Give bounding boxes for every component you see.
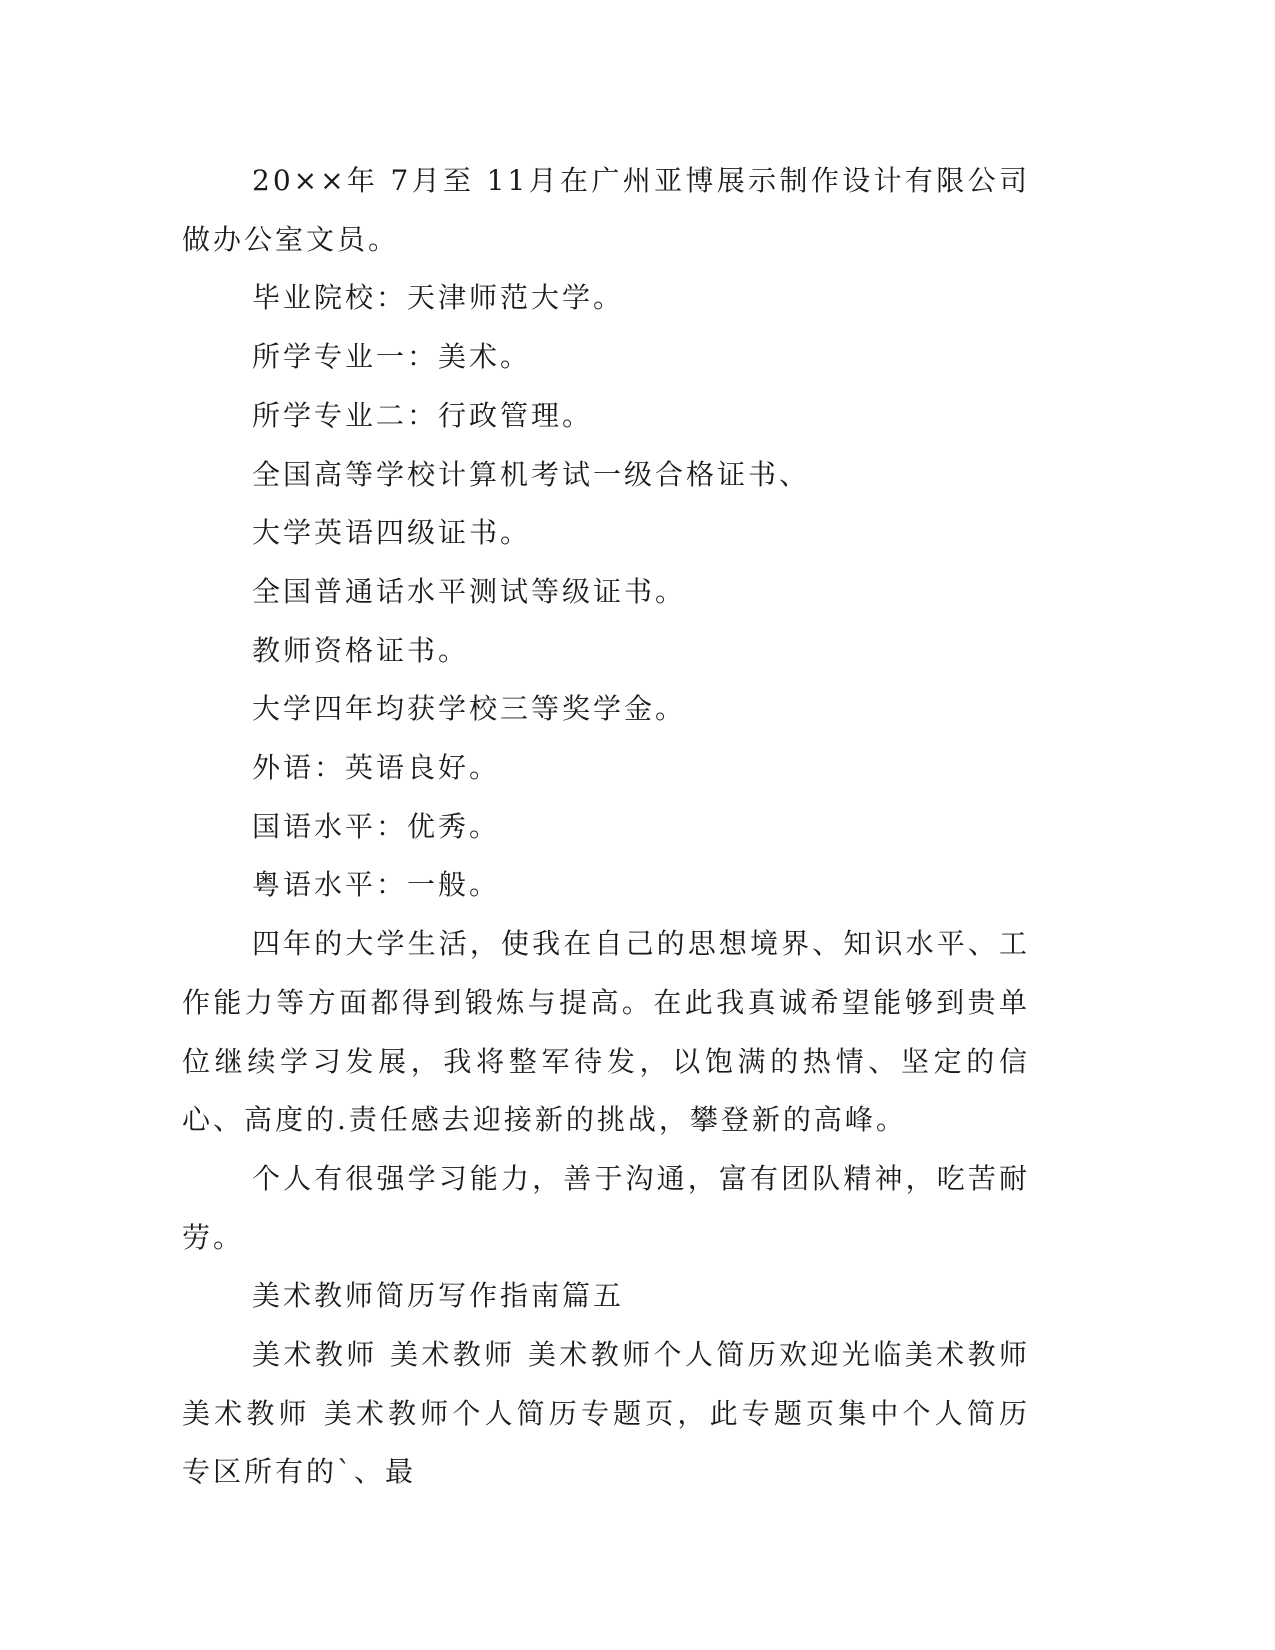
paragraph-work-experience: 20××年 7月至 11月在广州亚博展示制作设计有限公司做办公室文员。 [182, 164, 1030, 256]
paragraph-major-two: 所学专业二：行政管理。 [252, 398, 594, 432]
paragraph-self-evaluation: 四年的大学生活，使我在自己的思想境界、知识水平、工作能力等方面都得到锻炼与提高。在此我真诚希望能够到贵单位继续学习发展，我将整军待发，以饱满的热情、坚定的信心、高度的.责任感去迎接新的挑战，攀登新的高峰。 [182, 927, 1030, 1137]
paragraph-personal-traits: 个人有很强学习能力，善于沟通，富有团队精神，吃苦耐劳。 [182, 1161, 1030, 1254]
paragraph-topic-intro: 美术教师 美术教师 美术教师个人简历欢迎光临美术教师 美术教师 美术教师个人简历专题页，此专题页集中个人简历专区所有的`、最 [182, 1338, 1030, 1489]
section-heading: 美术教师简历写作指南篇五 [252, 1279, 625, 1313]
paragraph-cantonese-level: 粤语水平：一般。 [252, 868, 501, 902]
paragraph-teacher-certificate: 教师资格证书。 [252, 633, 470, 667]
paragraph-computer-certificate: 全国高等学校计算机考试一级合格证书、 [252, 457, 811, 491]
paragraph-school: 毕业院校：天津师范大学。 [252, 281, 625, 315]
paragraph-major-one: 所学专业一：美术。 [252, 340, 532, 374]
paragraph-mandarin-level: 国语水平：优秀。 [252, 809, 501, 843]
paragraph-foreign-language: 外语：英语良好。 [252, 751, 501, 785]
document-page [182, 152, 1030, 1502]
paragraph-mandarin-certificate: 全国普通话水平测试等级证书。 [252, 574, 687, 608]
paragraph-scholarship: 大学四年均获学校三等奖学金。 [252, 692, 687, 726]
paragraph-english-certificate: 大学英语四级证书。 [252, 516, 532, 550]
